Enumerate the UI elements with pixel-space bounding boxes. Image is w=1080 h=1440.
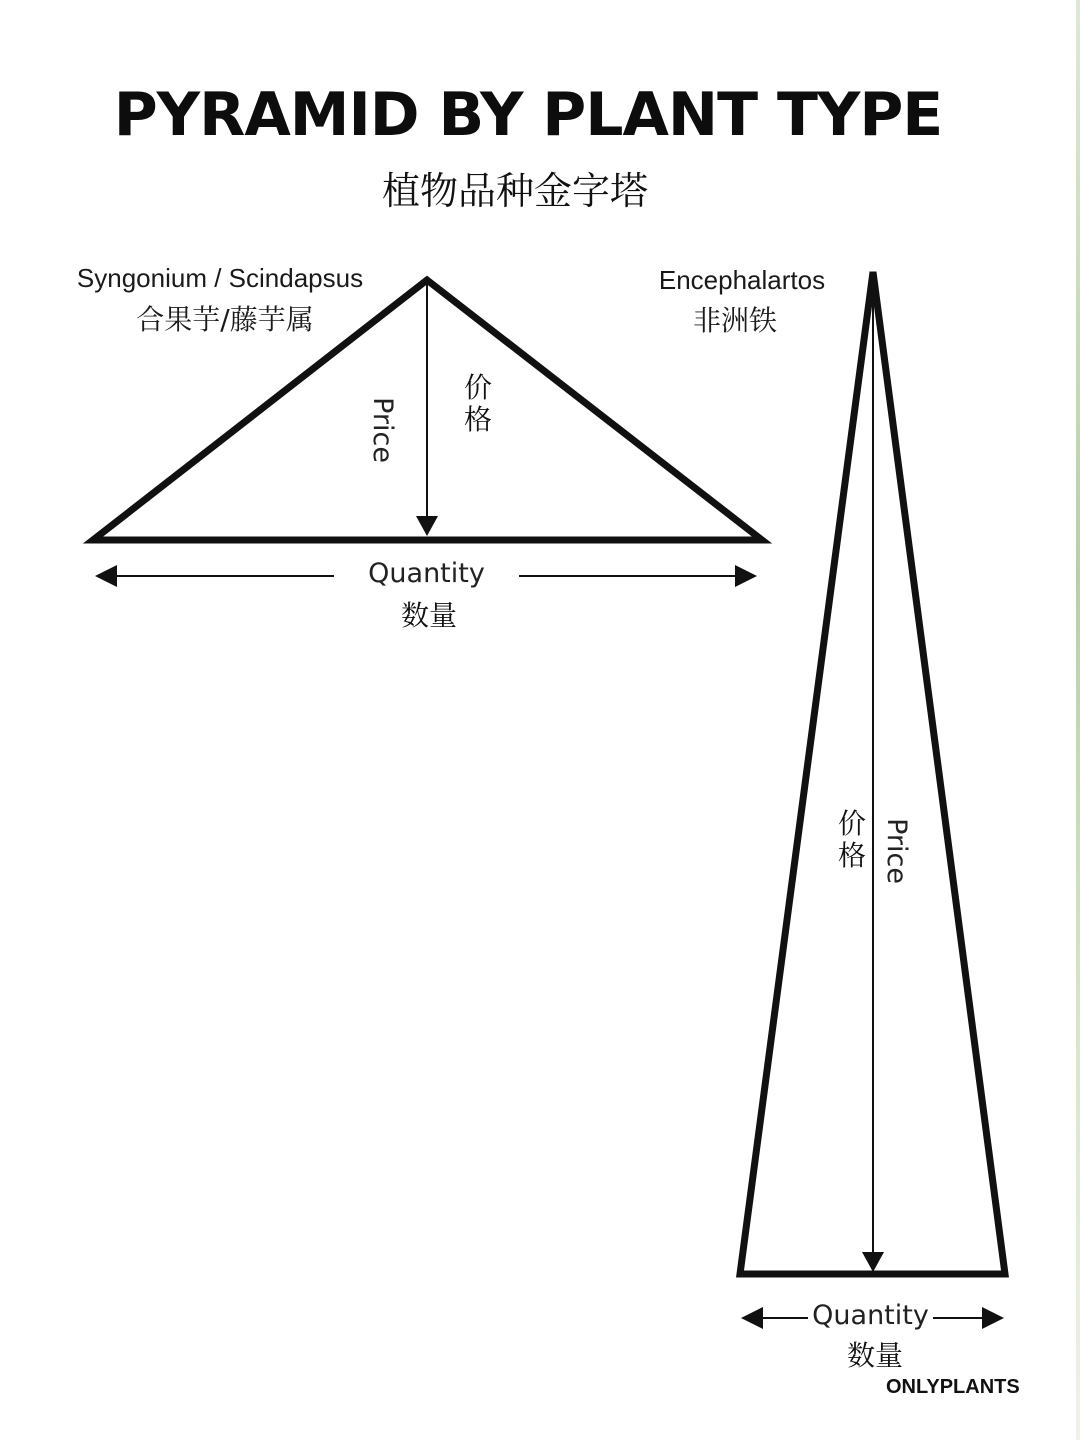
tall-quantity-right-arrowhead bbox=[982, 1307, 1004, 1329]
wide-price-label-en: Price bbox=[367, 397, 398, 463]
tall-price-label-en: Price bbox=[881, 818, 912, 884]
wide-pyramid-name-zh: 合果芋/藤芋属 bbox=[136, 303, 314, 336]
tall-pyramid-price-arrowhead bbox=[862, 1252, 884, 1272]
wide-quantity-right-arrowhead bbox=[735, 565, 757, 587]
tall-pyramid-name-en: Encephalartos bbox=[658, 265, 826, 295]
brand-watermark: ONLYPLANTS bbox=[886, 1376, 1020, 1398]
tall-price-label-zh: 价格 bbox=[837, 807, 866, 872]
wide-quantity-label-en: Quantity bbox=[368, 558, 485, 589]
tall-pyramid-name-zh: 非洲铁 bbox=[692, 304, 777, 337]
page-subtitle: 植物品种金字塔 bbox=[381, 169, 648, 213]
wide-price-label-zh: 价格 bbox=[463, 371, 492, 436]
tall-quantity-label-zh: 数量 bbox=[846, 1339, 903, 1372]
tall-quantity-label-en: Quantity bbox=[812, 1300, 929, 1331]
tall-quantity-left-arrowhead bbox=[741, 1307, 763, 1329]
wide-quantity-left-arrowhead bbox=[95, 565, 117, 587]
page-title: PYRAMID BY PLANT TYPE bbox=[113, 80, 943, 150]
wide-quantity-label-zh: 数量 bbox=[400, 599, 457, 632]
wide-pyramid-price-arrowhead bbox=[416, 516, 438, 536]
wide-pyramid-name-en: Syngonium / Scindapsus bbox=[76, 263, 364, 293]
